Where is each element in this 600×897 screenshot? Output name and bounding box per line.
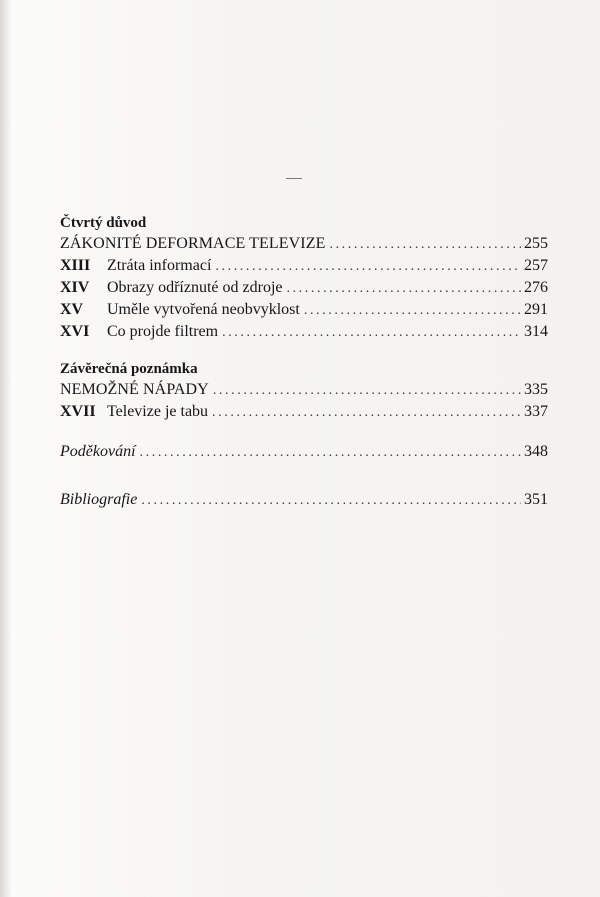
page-mark	[286, 178, 302, 179]
spacer	[60, 423, 548, 441]
entry-page: 351	[524, 491, 548, 508]
entry-page: 255	[524, 235, 548, 252]
toc-entry[interactable]	[60, 321, 548, 343]
toc-entry[interactable]	[60, 255, 548, 277]
chapter-number: XV	[60, 301, 84, 318]
table-of-contents	[60, 213, 548, 511]
dot-leader	[215, 256, 521, 278]
entry-page: 337	[524, 403, 548, 420]
page-edge-shadow	[0, 0, 12, 897]
toc-entry[interactable]	[60, 441, 548, 463]
toc-entry[interactable]	[60, 401, 548, 423]
entry-page: 257	[524, 257, 548, 274]
spacer	[60, 343, 548, 359]
toc-entry[interactable]	[60, 379, 548, 401]
dot-leader	[212, 402, 521, 424]
dot-leader	[286, 278, 521, 300]
chapter-number: XVII	[60, 403, 96, 420]
section-label: Závěrečná poznámka	[60, 361, 198, 377]
section-label: Čtvrtý důvod	[60, 215, 147, 231]
entry-page: 348	[524, 443, 548, 460]
entry-page: 335	[524, 381, 548, 398]
spacer	[60, 463, 548, 489]
entry-title: ZÁKONITÉ DEFORMACE TELEVIZE	[60, 235, 326, 252]
entry-title: Obrazy odříznuté od zdroje	[107, 279, 283, 296]
toc-entry[interactable]	[60, 299, 548, 321]
toc-entry[interactable]	[60, 277, 548, 299]
entry-title: Poděkování	[60, 443, 136, 460]
chapter-number: XIV	[60, 279, 90, 296]
chapter-number: XIII	[60, 257, 91, 274]
dot-leader	[213, 380, 521, 402]
toc-entry[interactable]	[60, 489, 548, 511]
entry-title: Ztráta informací	[107, 257, 212, 274]
entry-title: Bibliografie	[60, 491, 138, 508]
entry-title: Co projde filtrem	[107, 323, 219, 340]
dot-leader	[304, 300, 521, 322]
dot-leader	[140, 442, 521, 464]
entry-title: Uměle vytvořená neobvyklost	[107, 301, 300, 318]
entry-title: NEMOŽNÉ NÁPADY	[60, 381, 209, 398]
dot-leader	[329, 234, 521, 256]
entry-page: 314	[524, 323, 548, 340]
dot-leader	[222, 322, 521, 344]
entry-page: 276	[524, 279, 548, 296]
chapter-number: XVI	[60, 323, 90, 340]
entry-title: Televize je tabu	[107, 403, 209, 420]
toc-entry[interactable]	[60, 233, 548, 255]
dot-leader	[141, 490, 521, 512]
entry-page: 291	[524, 301, 548, 318]
